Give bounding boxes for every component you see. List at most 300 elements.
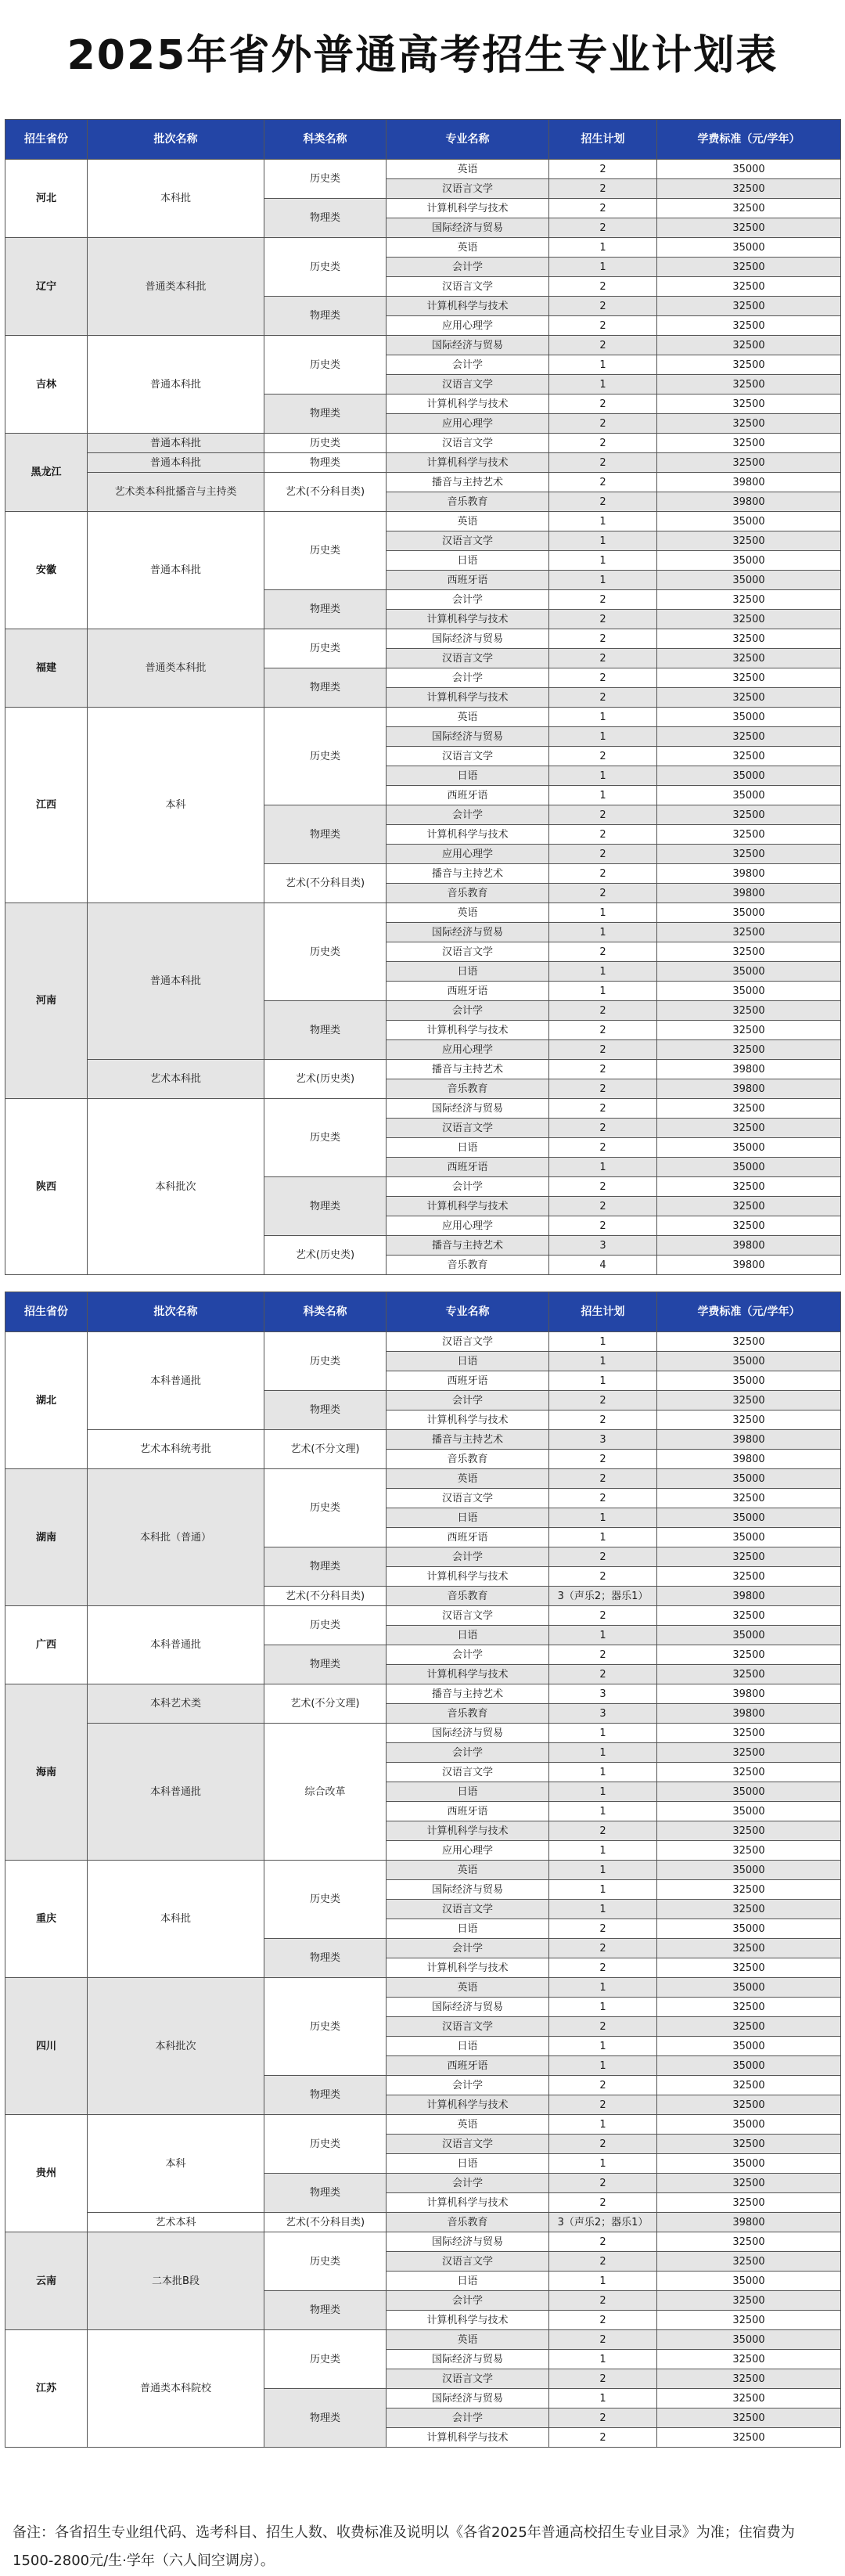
quota-cell: 2 bbox=[549, 1040, 657, 1060]
tuition-cell: 32500 bbox=[657, 590, 841, 610]
major-cell: 汉语言文学 bbox=[387, 375, 549, 395]
quota-cell: 2 bbox=[549, 884, 657, 903]
major-cell: 会计学 bbox=[387, 1391, 549, 1410]
province-cell: 广西 bbox=[5, 1606, 88, 1684]
major-cell: 应用心理学 bbox=[387, 1216, 549, 1236]
tuition-cell: 35000 bbox=[657, 1861, 841, 1880]
tuition-cell: 32500 bbox=[657, 2369, 841, 2389]
province-cell: 江苏 bbox=[5, 2330, 88, 2448]
quota-cell: 1 bbox=[549, 355, 657, 375]
category-cell: 物理类 bbox=[264, 395, 387, 434]
batch-cell: 二本批B段 bbox=[88, 2232, 264, 2330]
quota-cell: 2 bbox=[549, 1060, 657, 1079]
quota-cell: 2 bbox=[549, 199, 657, 218]
tuition-cell: 32500 bbox=[657, 1391, 841, 1410]
quota-cell: 1 bbox=[549, 903, 657, 923]
quota-cell: 2 bbox=[549, 747, 657, 766]
category-cell: 历史类 bbox=[264, 2330, 387, 2389]
table-row bbox=[5, 1684, 841, 1704]
tuition-cell: 32500 bbox=[657, 1489, 841, 1508]
major-cell: 西班牙语 bbox=[387, 786, 549, 805]
quota-cell: 1 bbox=[549, 1371, 657, 1391]
major-cell: 汉语言文学 bbox=[387, 179, 549, 199]
quota-cell: 1 bbox=[549, 551, 657, 571]
table-row bbox=[5, 708, 841, 727]
tuition-cell: 32500 bbox=[657, 845, 841, 864]
major-cell: 汉语言文学 bbox=[387, 434, 549, 453]
tuition-cell: 32500 bbox=[657, 1099, 841, 1119]
quota-cell: 2 bbox=[549, 179, 657, 199]
quota-cell: 3 bbox=[549, 1684, 657, 1704]
quota-cell: 2 bbox=[549, 1410, 657, 1430]
tuition-cell: 35000 bbox=[657, 1469, 841, 1489]
quota-cell: 2 bbox=[549, 1001, 657, 1021]
province-cell: 云南 bbox=[5, 2232, 88, 2330]
tuition-cell: 35000 bbox=[657, 512, 841, 531]
major-cell: 计算机科学与技术 bbox=[387, 199, 549, 218]
major-cell: 播音与主持艺术 bbox=[387, 1060, 549, 1079]
major-cell: 音乐教育 bbox=[387, 884, 549, 903]
tuition-cell: 32500 bbox=[657, 434, 841, 453]
major-cell: 计算机科学与技术 bbox=[387, 1567, 549, 1587]
major-cell: 会计学 bbox=[387, 1645, 549, 1665]
tuition-cell: 32500 bbox=[657, 1177, 841, 1197]
footnote: 备注：各省招生专业组代码、选考科目、招生人数、收费标准及说明以《各省2025年普通高校招生专业目录》为准；住宿费为1500-2800元/生·学年（六人间空调房）。 bbox=[13, 2524, 795, 2569]
major-cell: 国际经济与贸易 bbox=[387, 727, 549, 747]
header-batch: 批次名称 bbox=[88, 1292, 264, 1332]
quota-cell: 2 bbox=[549, 2369, 657, 2389]
tuition-cell: 32500 bbox=[657, 1763, 841, 1782]
tuition-cell: 32500 bbox=[657, 395, 841, 414]
quota-cell: 1 bbox=[549, 708, 657, 727]
tuition-cell: 32500 bbox=[657, 747, 841, 766]
header-major: 专业名称 bbox=[387, 120, 549, 160]
quota-cell: 1 bbox=[549, 982, 657, 1001]
major-cell: 国际经济与贸易 bbox=[387, 218, 549, 238]
major-cell: 英语 bbox=[387, 2115, 549, 2135]
quota-cell: 2 bbox=[549, 414, 657, 434]
tuition-cell: 32500 bbox=[657, 179, 841, 199]
major-cell: 计算机科学与技术 bbox=[387, 2193, 549, 2213]
tuition-cell: 32500 bbox=[657, 1001, 841, 1021]
major-cell: 国际经济与贸易 bbox=[387, 2232, 549, 2252]
category-cell: 历史类 bbox=[264, 708, 387, 805]
batch-cell: 普通本科批 bbox=[88, 336, 264, 434]
tuition-cell: 32500 bbox=[657, 805, 841, 825]
quota-cell: 2 bbox=[549, 668, 657, 688]
major-cell: 应用心理学 bbox=[387, 845, 549, 864]
quota-cell: 1 bbox=[549, 2154, 657, 2174]
table-header-row bbox=[5, 120, 841, 160]
tuition-cell: 32500 bbox=[657, 1900, 841, 1919]
tuition-cell: 32500 bbox=[657, 277, 841, 297]
major-cell: 日语 bbox=[387, 2037, 549, 2056]
quota-cell: 1 bbox=[549, 766, 657, 786]
quota-cell: 2 bbox=[549, 610, 657, 629]
quota-cell: 1 bbox=[549, 1998, 657, 2017]
tuition-cell: 39800 bbox=[657, 1079, 841, 1099]
tuition-cell: 32500 bbox=[657, 453, 841, 473]
tuition-cell: 35000 bbox=[657, 238, 841, 258]
tuition-cell: 35000 bbox=[657, 2056, 841, 2076]
tuition-cell: 35000 bbox=[657, 786, 841, 805]
tuition-cell: 32500 bbox=[657, 1821, 841, 1841]
major-cell: 音乐教育 bbox=[387, 1079, 549, 1099]
quota-cell: 1 bbox=[549, 2272, 657, 2291]
quota-cell: 2 bbox=[549, 1606, 657, 1626]
major-cell: 计算机科学与技术 bbox=[387, 297, 549, 316]
quota-cell: 1 bbox=[549, 238, 657, 258]
header-tuition: 学费标准（元/学年） bbox=[657, 1292, 841, 1332]
table-row bbox=[5, 160, 841, 179]
major-cell: 会计学 bbox=[387, 668, 549, 688]
quota-cell: 1 bbox=[549, 962, 657, 982]
category-cell: 物理类 bbox=[264, 297, 387, 336]
tuition-cell: 35000 bbox=[657, 551, 841, 571]
tuition-cell: 35000 bbox=[657, 1528, 841, 1547]
quota-cell: 2 bbox=[549, 453, 657, 473]
table-row bbox=[5, 512, 841, 531]
major-cell: 播音与主持艺术 bbox=[387, 473, 549, 492]
major-cell: 计算机科学与技术 bbox=[387, 1665, 549, 1684]
quota-cell: 2 bbox=[549, 1391, 657, 1410]
category-cell: 艺术(不分科目类) bbox=[264, 473, 387, 512]
tuition-cell: 32500 bbox=[657, 1040, 841, 1060]
category-cell: 艺术(不分科目类) bbox=[264, 1587, 387, 1606]
quota-cell: 1 bbox=[549, 2115, 657, 2135]
table-row bbox=[5, 629, 841, 649]
tuition-cell: 32500 bbox=[657, 688, 841, 708]
quota-cell: 1 bbox=[549, 1158, 657, 1177]
quota-cell: 2 bbox=[549, 942, 657, 962]
category-cell: 艺术(不分科目类) bbox=[264, 864, 387, 903]
batch-cell: 本科普通批 bbox=[88, 1332, 264, 1430]
tuition-cell: 35000 bbox=[657, 1138, 841, 1158]
header-tuition: 学费标准（元/学年） bbox=[657, 120, 841, 160]
table-row bbox=[5, 1978, 841, 1998]
batch-cell: 本科普通批 bbox=[88, 1606, 264, 1684]
major-cell: 日语 bbox=[387, 962, 549, 982]
major-cell: 英语 bbox=[387, 2330, 549, 2350]
quota-cell: 1 bbox=[549, 2350, 657, 2369]
category-cell: 历史类 bbox=[264, 336, 387, 395]
major-cell: 计算机科学与技术 bbox=[387, 2095, 549, 2115]
province-cell: 黑龙江 bbox=[5, 434, 88, 512]
tuition-cell: 32500 bbox=[657, 1547, 841, 1567]
tuition-cell: 32500 bbox=[657, 1119, 841, 1138]
quota-cell: 2 bbox=[549, 2135, 657, 2154]
tuition-cell: 35000 bbox=[657, 1978, 841, 1998]
quota-cell: 2 bbox=[549, 629, 657, 649]
major-cell: 计算机科学与技术 bbox=[387, 1197, 549, 1216]
major-cell: 会计学 bbox=[387, 2408, 549, 2428]
major-cell: 汉语言文学 bbox=[387, 1332, 549, 1352]
major-cell: 计算机科学与技术 bbox=[387, 2428, 549, 2448]
tuition-cell: 39800 bbox=[657, 864, 841, 884]
major-cell: 英语 bbox=[387, 903, 549, 923]
category-cell: 物理类 bbox=[264, 2076, 387, 2115]
tuition-cell: 32500 bbox=[657, 2135, 841, 2154]
tuition-cell: 35000 bbox=[657, 2272, 841, 2291]
tuition-cell: 32500 bbox=[657, 1880, 841, 1900]
header-quota: 招生计划 bbox=[549, 120, 657, 160]
category-cell: 物理类 bbox=[264, 1177, 387, 1236]
category-cell: 物理类 bbox=[264, 1001, 387, 1060]
quota-cell: 1 bbox=[549, 2037, 657, 2056]
quota-cell: 2 bbox=[549, 316, 657, 336]
major-cell: 日语 bbox=[387, 1508, 549, 1528]
major-cell: 会计学 bbox=[387, 1939, 549, 1958]
tuition-cell: 32500 bbox=[657, 2232, 841, 2252]
category-cell: 历史类 bbox=[264, 1332, 387, 1391]
category-cell: 物理类 bbox=[264, 590, 387, 629]
tuition-cell: 32500 bbox=[657, 1216, 841, 1236]
province-cell: 湖北 bbox=[5, 1332, 88, 1469]
quota-cell: 2 bbox=[549, 2311, 657, 2330]
tuition-cell: 32500 bbox=[657, 1665, 841, 1684]
major-cell: 国际经济与贸易 bbox=[387, 1724, 549, 1743]
quota-cell: 2 bbox=[549, 1665, 657, 1684]
quota-cell: 1 bbox=[549, 1782, 657, 1802]
quota-cell: 1 bbox=[549, 1332, 657, 1352]
major-cell: 汉语言文学 bbox=[387, 2369, 549, 2389]
batch-cell: 本科 bbox=[88, 708, 264, 903]
table-row bbox=[5, 2330, 841, 2350]
category-cell: 历史类 bbox=[264, 1469, 387, 1547]
province-cell: 福建 bbox=[5, 629, 88, 708]
quota-cell: 1 bbox=[549, 786, 657, 805]
table-row bbox=[5, 434, 841, 453]
province-cell: 重庆 bbox=[5, 1861, 88, 1978]
tuition-cell: 39800 bbox=[657, 1256, 841, 1275]
batch-cell: 本科批 bbox=[88, 1861, 264, 1978]
tuition-cell: 39800 bbox=[657, 1587, 841, 1606]
tuition-cell: 32500 bbox=[657, 2291, 841, 2311]
major-cell: 国际经济与贸易 bbox=[387, 1880, 549, 1900]
quota-cell: 1 bbox=[549, 1724, 657, 1743]
tuition-cell: 32500 bbox=[657, 2076, 841, 2095]
quota-cell: 2 bbox=[549, 1099, 657, 1119]
tuition-cell: 35000 bbox=[657, 1782, 841, 1802]
tuition-cell: 32500 bbox=[657, 336, 841, 355]
category-cell: 历史类 bbox=[264, 1978, 387, 2076]
tuition-cell: 32500 bbox=[657, 1841, 841, 1861]
batch-cell: 普通本科批 bbox=[88, 434, 264, 453]
tuition-cell: 32500 bbox=[657, 1743, 841, 1763]
tuition-cell: 32500 bbox=[657, 1724, 841, 1743]
page-title: 2025年省外普通高考招生专业计划表 bbox=[67, 31, 778, 79]
quota-cell: 2 bbox=[549, 688, 657, 708]
province-cell: 吉林 bbox=[5, 336, 88, 434]
table-row bbox=[5, 1724, 841, 1743]
tuition-cell: 35000 bbox=[657, 1626, 841, 1645]
major-cell: 播音与主持艺术 bbox=[387, 1236, 549, 1256]
batch-cell: 普通类本科批 bbox=[88, 629, 264, 708]
major-cell: 西班牙语 bbox=[387, 982, 549, 1001]
quota-cell: 2 bbox=[549, 1177, 657, 1197]
quota-cell: 1 bbox=[549, 1508, 657, 1528]
quota-cell: 2 bbox=[549, 1645, 657, 1665]
header-category: 科类名称 bbox=[264, 1292, 387, 1332]
major-cell: 应用心理学 bbox=[387, 1040, 549, 1060]
major-cell: 汉语言文学 bbox=[387, 1763, 549, 1782]
quota-cell: 2 bbox=[549, 297, 657, 316]
category-cell: 历史类 bbox=[264, 1099, 387, 1177]
table-row bbox=[5, 2232, 841, 2252]
quota-cell: 1 bbox=[549, 1528, 657, 1547]
major-cell: 国际经济与贸易 bbox=[387, 1998, 549, 2017]
major-cell: 西班牙语 bbox=[387, 1802, 549, 1821]
major-cell: 英语 bbox=[387, 512, 549, 531]
category-cell: 物理类 bbox=[264, 668, 387, 708]
table-row bbox=[5, 1099, 841, 1119]
major-cell: 英语 bbox=[387, 160, 549, 179]
major-cell: 汉语言文学 bbox=[387, 1900, 549, 1919]
quota-cell: 2 bbox=[549, 2291, 657, 2311]
major-cell: 计算机科学与技术 bbox=[387, 1410, 549, 1430]
major-cell: 国际经济与贸易 bbox=[387, 2389, 549, 2408]
batch-cell: 艺术本科批 bbox=[88, 1060, 264, 1099]
tuition-cell: 35000 bbox=[657, 2330, 841, 2350]
major-cell: 日语 bbox=[387, 1352, 549, 1371]
major-cell: 西班牙语 bbox=[387, 1158, 549, 1177]
header-province: 招生省份 bbox=[5, 1292, 88, 1332]
tuition-cell: 39800 bbox=[657, 1450, 841, 1469]
table-body bbox=[5, 1332, 841, 2448]
tuition-cell: 32500 bbox=[657, 199, 841, 218]
tuition-cell: 39800 bbox=[657, 1684, 841, 1704]
tuition-cell: 39800 bbox=[657, 1236, 841, 1256]
batch-cell: 本科批次 bbox=[88, 1099, 264, 1275]
quota-cell: 1 bbox=[549, 1861, 657, 1880]
tuition-cell: 32500 bbox=[657, 258, 841, 277]
major-cell: 计算机科学与技术 bbox=[387, 610, 549, 629]
quota-cell: 2 bbox=[549, 845, 657, 864]
tuition-cell: 35000 bbox=[657, 982, 841, 1001]
batch-cell: 本科批次 bbox=[88, 1978, 264, 2115]
tuition-cell: 32500 bbox=[657, 375, 841, 395]
quota-cell: 2 bbox=[549, 649, 657, 668]
batch-cell: 艺术本科 bbox=[88, 2213, 264, 2232]
major-cell: 日语 bbox=[387, 1782, 549, 1802]
batch-cell: 艺术类本科批播音与主持类 bbox=[88, 473, 264, 512]
quota-cell: 2 bbox=[549, 2408, 657, 2428]
quota-cell: 2 bbox=[549, 1958, 657, 1978]
major-cell: 计算机科学与技术 bbox=[387, 1021, 549, 1040]
quota-cell: 1 bbox=[549, 2056, 657, 2076]
quota-cell: 1 bbox=[549, 923, 657, 942]
tuition-cell: 35000 bbox=[657, 1371, 841, 1391]
quota-cell: 4 bbox=[549, 1256, 657, 1275]
table-row bbox=[5, 1060, 841, 1079]
table-row bbox=[5, 453, 841, 473]
quota-cell: 1 bbox=[549, 571, 657, 590]
tuition-cell: 39800 bbox=[657, 492, 841, 512]
quota-cell: 2 bbox=[549, 2193, 657, 2213]
quota-cell: 2 bbox=[549, 1138, 657, 1158]
tuition-cell: 32500 bbox=[657, 1958, 841, 1978]
major-cell: 汉语言文学 bbox=[387, 2252, 549, 2272]
major-cell: 应用心理学 bbox=[387, 316, 549, 336]
province-cell: 河南 bbox=[5, 903, 88, 1099]
major-cell: 计算机科学与技术 bbox=[387, 825, 549, 845]
category-cell: 艺术(不分科目类) bbox=[264, 2213, 387, 2232]
batch-cell: 本科批 bbox=[88, 160, 264, 238]
header-batch: 批次名称 bbox=[88, 120, 264, 160]
quota-cell: 2 bbox=[549, 218, 657, 238]
tuition-cell: 32500 bbox=[657, 2311, 841, 2330]
category-cell: 综合改革 bbox=[264, 1724, 387, 1861]
major-cell: 计算机科学与技术 bbox=[387, 2311, 549, 2330]
quota-cell: 1 bbox=[549, 1763, 657, 1782]
quota-cell: 2 bbox=[549, 1489, 657, 1508]
quota-cell: 2 bbox=[549, 864, 657, 884]
major-cell: 汉语言文学 bbox=[387, 1489, 549, 1508]
quota-cell: 2 bbox=[549, 2095, 657, 2115]
major-cell: 汉语言文学 bbox=[387, 1119, 549, 1138]
tuition-cell: 32500 bbox=[657, 2174, 841, 2193]
major-cell: 会计学 bbox=[387, 1177, 549, 1197]
quota-cell: 2 bbox=[549, 336, 657, 355]
major-cell: 国际经济与贸易 bbox=[387, 923, 549, 942]
tuition-cell: 35000 bbox=[657, 1508, 841, 1528]
category-cell: 历史类 bbox=[264, 1861, 387, 1939]
quota-cell: 2 bbox=[549, 2017, 657, 2037]
batch-cell: 本科艺术类 bbox=[88, 1684, 264, 1724]
quota-cell: 2 bbox=[549, 434, 657, 453]
tuition-cell: 35000 bbox=[657, 903, 841, 923]
table-header-row bbox=[5, 1292, 841, 1332]
tuition-cell: 32500 bbox=[657, 1410, 841, 1430]
quota-cell: 3（声乐2；器乐1） bbox=[549, 2213, 657, 2232]
quota-cell: 2 bbox=[549, 1079, 657, 1099]
major-cell: 计算机科学与技术 bbox=[387, 1821, 549, 1841]
major-cell: 会计学 bbox=[387, 258, 549, 277]
table-row bbox=[5, 2213, 841, 2232]
quota-cell: 2 bbox=[549, 1021, 657, 1040]
tuition-cell: 32500 bbox=[657, 218, 841, 238]
category-cell: 物理类 bbox=[264, 805, 387, 864]
major-cell: 会计学 bbox=[387, 355, 549, 375]
major-cell: 会计学 bbox=[387, 1743, 549, 1763]
tuition-cell: 35000 bbox=[657, 1158, 841, 1177]
major-cell: 日语 bbox=[387, 2272, 549, 2291]
tuition-cell: 35000 bbox=[657, 2115, 841, 2135]
province-cell: 河北 bbox=[5, 160, 88, 238]
major-cell: 国际经济与贸易 bbox=[387, 2350, 549, 2369]
plan-table-1 bbox=[5, 119, 841, 1275]
major-cell: 会计学 bbox=[387, 1001, 549, 1021]
tuition-cell: 32500 bbox=[657, 2350, 841, 2369]
category-cell: 历史类 bbox=[264, 434, 387, 453]
major-cell: 会计学 bbox=[387, 2174, 549, 2193]
category-cell: 历史类 bbox=[264, 238, 387, 297]
tuition-cell: 35000 bbox=[657, 160, 841, 179]
table-row bbox=[5, 1332, 841, 1352]
category-cell: 物理类 bbox=[264, 199, 387, 238]
quota-cell: 2 bbox=[549, 1919, 657, 1939]
table-row bbox=[5, 1606, 841, 1626]
major-cell: 汉语言文学 bbox=[387, 2135, 549, 2154]
batch-cell: 本科普通批 bbox=[88, 1724, 264, 1861]
tuition-cell: 32500 bbox=[657, 727, 841, 747]
category-cell: 历史类 bbox=[264, 160, 387, 199]
batch-cell: 普通本科批 bbox=[88, 453, 264, 473]
major-cell: 汉语言文学 bbox=[387, 747, 549, 766]
header-category: 科类名称 bbox=[264, 120, 387, 160]
major-cell: 国际经济与贸易 bbox=[387, 629, 549, 649]
tuition-cell: 32500 bbox=[657, 1939, 841, 1958]
